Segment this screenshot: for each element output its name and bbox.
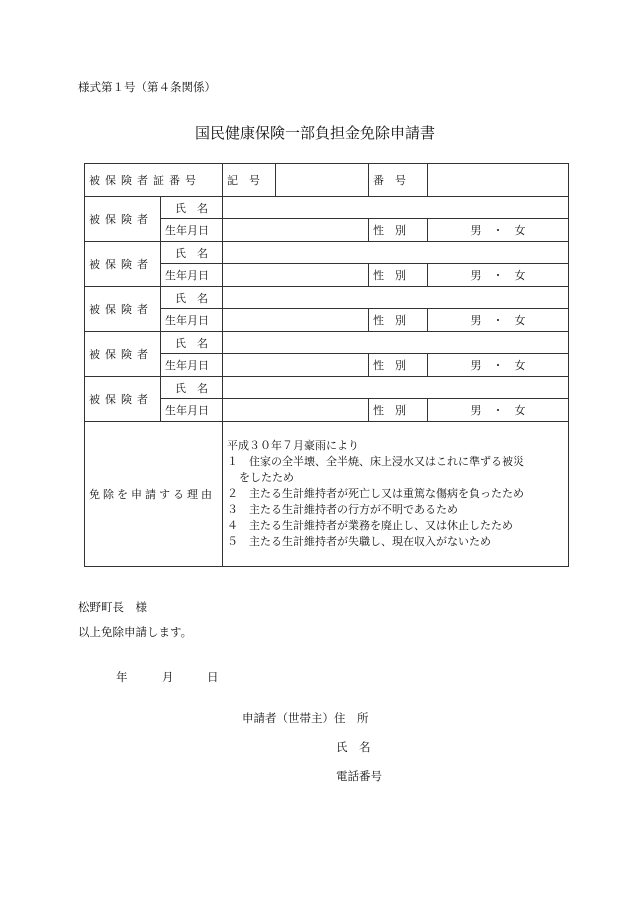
number-field[interactable]: [428, 164, 569, 197]
name-field[interactable]: [223, 287, 569, 309]
reason-text: [223, 422, 569, 567]
form-number-label: 様式第１号（第４条関係）: [78, 80, 216, 94]
insured-name-row: [85, 197, 569, 219]
application-statement: 以上免除申請します。: [78, 625, 193, 639]
reason-item[interactable]: ４ 主たる生計維持者が業務を廃止し、又は休止したため: [227, 519, 513, 532]
name-label: 氏 名: [161, 197, 223, 219]
phone-number-label: 電話番号: [336, 769, 382, 783]
dob-field[interactable]: [223, 399, 369, 422]
symbol-label: 記 号: [223, 164, 276, 197]
reason-intro: 平成３０年７月豪雨により: [227, 439, 359, 452]
reason-item[interactable]: １ 住家の全半壊、全半焼、床上浸水又はこれに準ずる被災: [227, 455, 524, 468]
applicant-address-label: 申請者（世帯主）住 所: [242, 711, 369, 725]
sex-options[interactable]: 男 ・ 女: [428, 264, 569, 287]
number-label: 番 号: [369, 164, 428, 197]
sex-options[interactable]: 男 ・ 女: [428, 354, 569, 377]
insured-name-row: [85, 242, 569, 264]
sex-options[interactable]: 男 ・ 女: [428, 309, 569, 332]
insured-name-row: [85, 287, 569, 309]
dob-field[interactable]: [223, 309, 369, 332]
reason-item[interactable]: ５ 主たる生計維持者が失職し、現在収入がないため: [227, 535, 491, 548]
sex-label: 性 別: [369, 309, 428, 332]
insured-name-row: [85, 332, 569, 354]
insured-card-number-label: 被保険者証番号: [85, 164, 223, 197]
symbol-field[interactable]: [276, 164, 369, 197]
insured-label: 被保険者: [85, 287, 161, 332]
dob-label: 生年月日: [161, 399, 223, 422]
document-title: 国民健康保険一部負担金免除申請書: [194, 124, 435, 142]
name-field[interactable]: [223, 377, 569, 399]
applicant-name-label: 氏 名: [336, 740, 371, 754]
insured-label: 被保険者: [85, 197, 161, 242]
name-label: 氏 名: [161, 287, 223, 309]
insured-card-row: [85, 164, 569, 197]
sex-label: 性 別: [369, 264, 428, 287]
date-month-label[interactable]: 月: [162, 670, 174, 684]
insured-label: 被保険者: [85, 377, 161, 422]
sex-label: 性 別: [369, 399, 428, 422]
application-form-table: [84, 163, 569, 567]
dob-label: 生年月日: [161, 354, 223, 377]
insured-label: 被保険者: [85, 332, 161, 377]
name-field[interactable]: [223, 332, 569, 354]
reason-item[interactable]: ３ 主たる生計維持者の行方が不明であるため: [227, 503, 458, 516]
reason-row: [85, 422, 569, 567]
name-label: 氏 名: [161, 377, 223, 399]
dob-field[interactable]: [223, 354, 369, 377]
reason-label: 免除を申請する理由: [85, 422, 223, 567]
name-field[interactable]: [223, 242, 569, 264]
reason-item[interactable]: ２ 主たる生計維持者が死亡し又は重篤な傷病を負ったため: [227, 487, 524, 500]
insured-label: 被保険者: [85, 242, 161, 287]
dob-label: 生年月日: [161, 309, 223, 332]
insured-name-row: [85, 377, 569, 399]
name-label: 氏 名: [161, 332, 223, 354]
sex-label: 性 別: [369, 219, 428, 242]
dob-field[interactable]: [223, 264, 369, 287]
date-year-label[interactable]: 年: [116, 670, 128, 684]
name-field[interactable]: [223, 197, 569, 219]
reason-item-continuation: をしたため: [239, 471, 294, 484]
dob-label: 生年月日: [161, 219, 223, 242]
dob-label: 生年月日: [161, 264, 223, 287]
name-label: 氏 名: [161, 242, 223, 264]
addressee: 松野町長 様: [78, 600, 147, 614]
sex-label: 性 別: [369, 354, 428, 377]
dob-field[interactable]: [223, 219, 369, 242]
sex-options[interactable]: 男 ・ 女: [428, 399, 569, 422]
date-day-label[interactable]: 日: [207, 670, 219, 684]
sex-options[interactable]: 男 ・ 女: [428, 219, 569, 242]
